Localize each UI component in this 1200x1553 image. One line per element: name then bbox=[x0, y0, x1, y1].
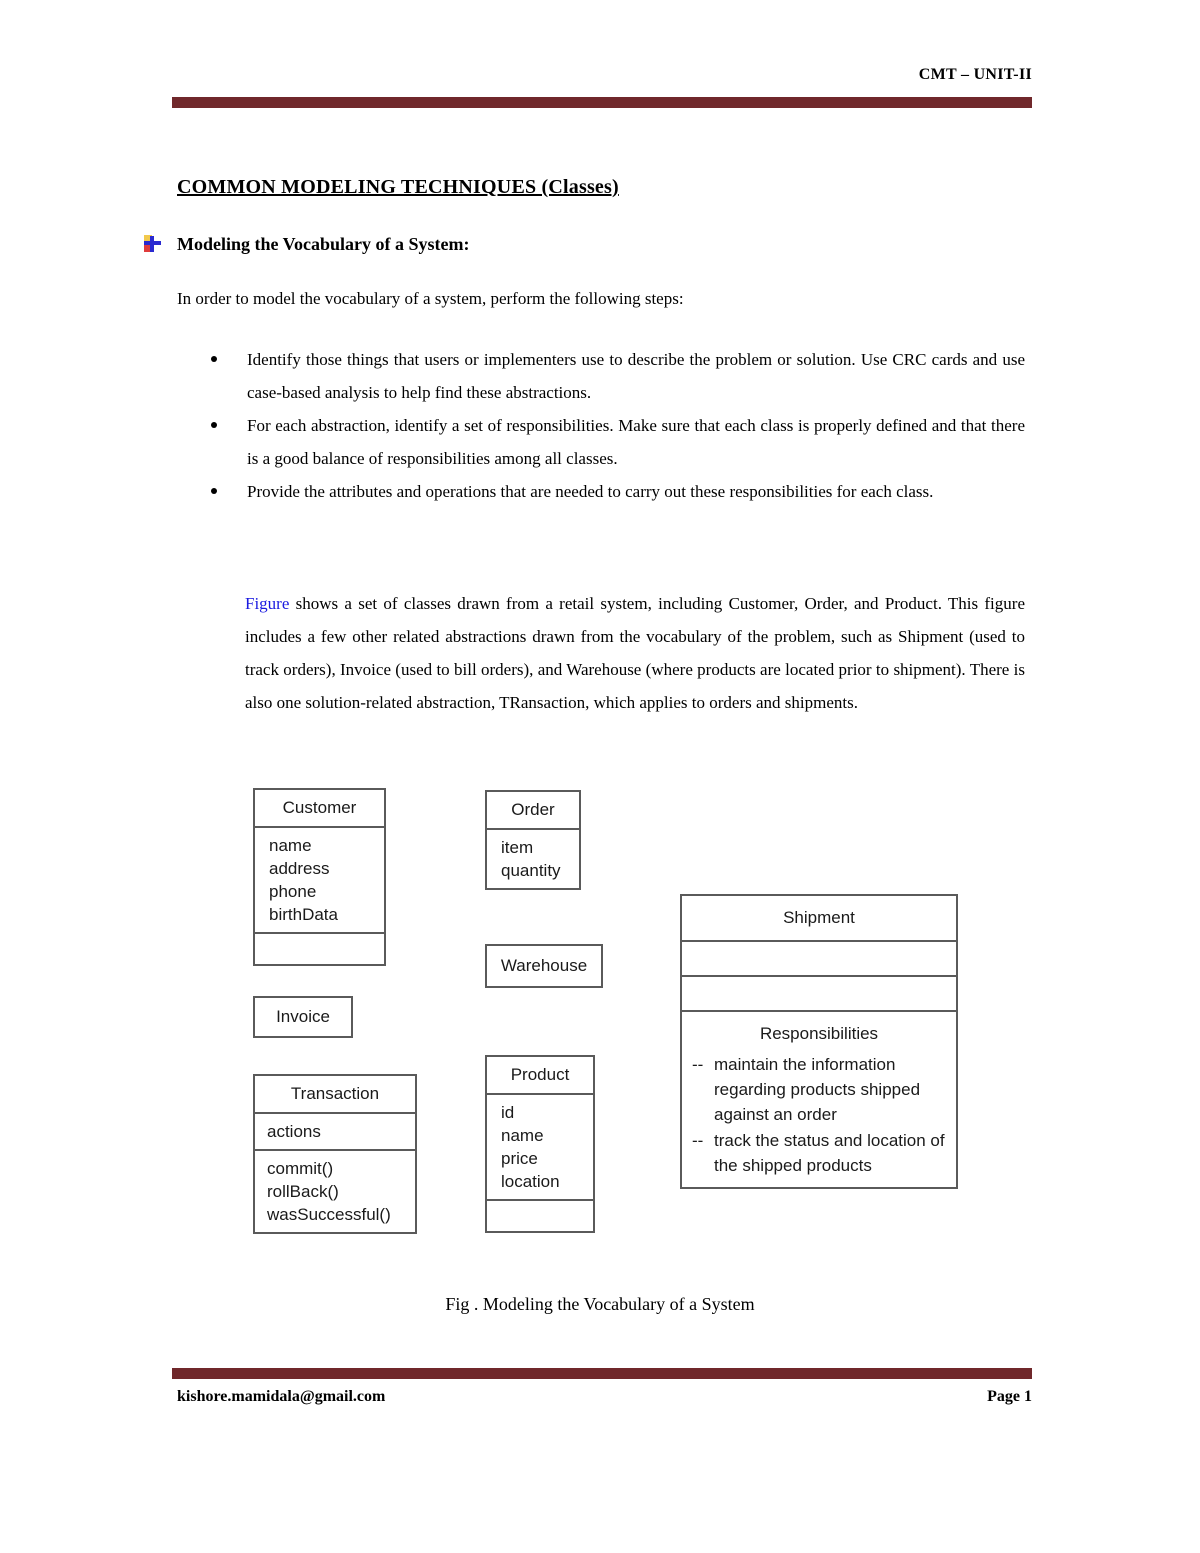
uml-class-name: Invoice bbox=[276, 1007, 330, 1026]
dash-marker-icon: -- bbox=[692, 1055, 704, 1074]
uml-class-name: Warehouse bbox=[500, 956, 588, 975]
uml-operation: rollBack() bbox=[267, 1182, 339, 1201]
list-item bbox=[205, 343, 1025, 409]
uml-attribute: phone bbox=[269, 882, 317, 901]
section-heading: Modeling the Vocabulary of a System: bbox=[177, 234, 470, 254]
uml-attributes-compartment bbox=[682, 940, 956, 975]
uml-attributes-compartment bbox=[255, 1112, 415, 1149]
uml-responsibilities-list bbox=[682, 1052, 956, 1187]
uml-responsibility-item bbox=[692, 1128, 948, 1178]
uml-attribute: item bbox=[501, 838, 534, 857]
list-item-text: Identify those things that users or implementers use to describe the problem or solution. Use CRC cards and use case-based analysis to help find these abstractions. bbox=[247, 350, 1025, 402]
uml-operation: commit() bbox=[267, 1159, 334, 1178]
uml-attributes-compartment bbox=[487, 828, 579, 888]
uml-attribute: actions bbox=[267, 1122, 321, 1141]
header-rule-bar bbox=[172, 97, 1032, 108]
uml-class-warehouse bbox=[485, 944, 603, 988]
uml-operations-compartment bbox=[682, 975, 956, 1010]
uml-class-name: Product bbox=[510, 1065, 570, 1084]
figure-description-paragraph bbox=[245, 587, 1025, 719]
uml-class-customer bbox=[253, 788, 386, 966]
uml-operations-compartment bbox=[255, 932, 384, 964]
uml-class-product bbox=[485, 1055, 595, 1233]
uml-responsibility-text: track the status and location of the shipped products bbox=[714, 1131, 945, 1175]
figure-description-text: shows a set of classes drawn from a retail system, including Customer, Order, and Product. This figure includes a few other related abstractions drawn from the vocabulary of the problem, such as Shipment (used to track orders), Invoice (used to bill orders), and Warehouse (where products are located prior to shipment). There is also one solution-related abstraction, TRansaction, which applies to orders and shipments. bbox=[245, 594, 1025, 712]
figure-caption: Fig . Modeling the Vocabulary of a System bbox=[445, 1294, 755, 1314]
uml-responsibility-text: maintain the information regarding products shipped against an order bbox=[714, 1055, 921, 1124]
steps-list bbox=[205, 343, 1025, 508]
bullet-dot-icon bbox=[211, 488, 217, 494]
intro-paragraph: In order to model the vocabulary of a system, perform the following steps: bbox=[177, 289, 684, 308]
uml-attribute: address bbox=[269, 859, 330, 878]
uml-class-shipment bbox=[680, 894, 958, 1189]
uml-operation: wasSuccessful() bbox=[267, 1205, 391, 1224]
uml-responsibilities-compartment bbox=[682, 1010, 956, 1187]
footer-rule-bar bbox=[172, 1368, 1032, 1379]
uml-attribute: price bbox=[501, 1149, 538, 1168]
uml-attribute: name bbox=[269, 836, 312, 855]
footer-page-number: Page 1 bbox=[987, 1388, 1032, 1405]
bullet-dot-icon bbox=[211, 422, 217, 428]
uml-class-name: Shipment bbox=[783, 908, 855, 927]
uml-responsibilities-title: Responsibilities bbox=[759, 1024, 879, 1043]
uml-attribute: name bbox=[501, 1126, 544, 1145]
page-title: COMMON MODELING TECHNIQUES (Classes) bbox=[177, 176, 619, 198]
uml-class-name: Order bbox=[511, 800, 555, 819]
uml-attribute: quantity bbox=[501, 861, 561, 880]
uml-operations-compartment bbox=[255, 1149, 415, 1232]
list-item-text: For each abstraction, identify a set of responsibilities. Make sure that each class is properly defined and that there is a good balance of responsibilities among all classes. bbox=[247, 416, 1025, 468]
uml-class-name: Customer bbox=[282, 798, 357, 817]
figure-link[interactable]: Figure bbox=[245, 594, 290, 613]
uml-responsibility-item bbox=[692, 1052, 948, 1127]
uml-class-transaction bbox=[253, 1074, 417, 1234]
uml-attributes-compartment bbox=[487, 1093, 593, 1199]
list-item-text: Provide the attributes and operations that are needed to carry out these responsibilities for each class. bbox=[247, 482, 934, 501]
list-item bbox=[205, 475, 1025, 508]
uml-class-invoice bbox=[253, 996, 353, 1038]
list-item bbox=[205, 409, 1025, 475]
uml-attributes-compartment bbox=[255, 826, 384, 932]
footer-email: kishore.mamidala@gmail.com bbox=[177, 1388, 386, 1405]
uml-attribute: id bbox=[501, 1103, 515, 1122]
uml-attribute: birthData bbox=[269, 905, 338, 924]
dash-marker-icon: -- bbox=[692, 1131, 704, 1150]
uml-attribute: location bbox=[501, 1172, 560, 1191]
uml-operations-compartment bbox=[487, 1199, 593, 1231]
bullet-dot-icon bbox=[211, 356, 217, 362]
colored-plus-icon bbox=[143, 234, 163, 254]
uml-class-name: Transaction bbox=[290, 1084, 380, 1103]
page-header-title: CMT – UNIT-II bbox=[918, 66, 1032, 83]
uml-class-order bbox=[485, 790, 581, 890]
